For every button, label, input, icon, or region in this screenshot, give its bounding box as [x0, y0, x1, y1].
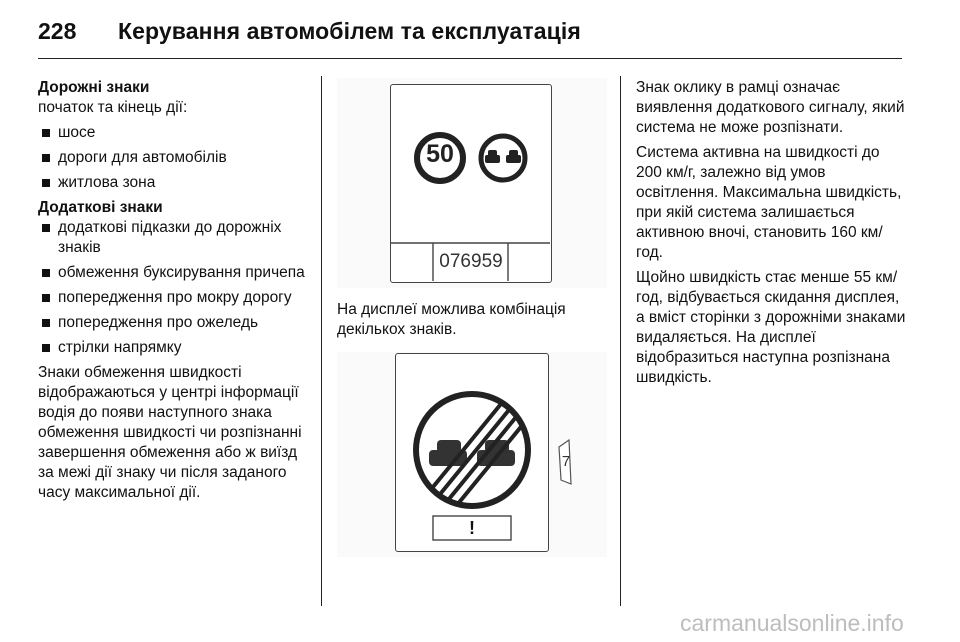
- list-item: стрілки напрямку: [38, 338, 308, 358]
- list-zones: [38, 123, 308, 193]
- column-middle: [337, 78, 607, 557]
- list-item: житлова зона: [38, 173, 308, 193]
- speed-limit-paragraph: Знаки обмеження швидкості відображаються у центрі інформації водія до появи наступного знака обмеження швидкості чи розпізнанні завершення обмеження або ж виїзд за межі дії знаку чи після заданого часу максимальної дії.: [38, 364, 302, 501]
- list-item: попередження про мокру дорогу: [38, 288, 308, 308]
- speed-limit-value: 50: [426, 140, 454, 168]
- page-header: [38, 14, 902, 56]
- page-number: 228: [38, 18, 77, 44]
- figure-caption: На дисплеї можлива комбінація декількох знаків.: [337, 301, 566, 338]
- column-divider-left: [321, 76, 322, 606]
- sign-code-text: 076959: [439, 251, 503, 272]
- header-rule: [38, 58, 902, 59]
- list-item: попередження про ожеледь: [38, 313, 308, 333]
- list-additional: [38, 218, 308, 358]
- intro-start-end: початок та кінець дії:: [38, 99, 188, 116]
- paragraph-system-active: Система активна на швидкості до 200 км/г, залежно від умов освітлення. Максимальна швидкість, при якій система залишається активною вночі, становить 160 км/год.: [636, 144, 902, 261]
- watermark: carmanualsonline.info: [680, 610, 904, 636]
- column-left: [38, 78, 308, 503]
- column-divider-right: [620, 76, 621, 606]
- list-item: шосе: [38, 123, 308, 143]
- column-right: [636, 78, 906, 388]
- page-title: Керування автомобілем та експлуатація: [118, 18, 581, 44]
- list-item: дороги для автомобілів: [38, 148, 308, 168]
- list-item: додаткові підказки до дорожніх знаків: [38, 218, 308, 258]
- paragraph-reset: Щойно швидкість стає менше 55 км/год, відбувається скидання дисплея, а вміст сторінки з дорожніми знаками видаляється. На дисплеї відобразиться наступна розпізнана швидкість.: [636, 269, 906, 386]
- heading-road-signs: Дорожні знаки: [38, 79, 150, 96]
- paragraph-exclamation: Знак оклику в рамці означає виявлення додаткового сигналу, який система не може розпізнати.: [636, 79, 905, 136]
- side-label: 7: [561, 453, 571, 470]
- figure-combined-signs: [337, 78, 607, 288]
- heading-additional-signs: Додаткові знаки: [38, 199, 163, 216]
- warning-plate-symbol: !: [469, 518, 475, 538]
- list-item: обмеження буксирування причепа: [38, 263, 308, 283]
- figure-end-restriction-sign: [337, 352, 607, 557]
